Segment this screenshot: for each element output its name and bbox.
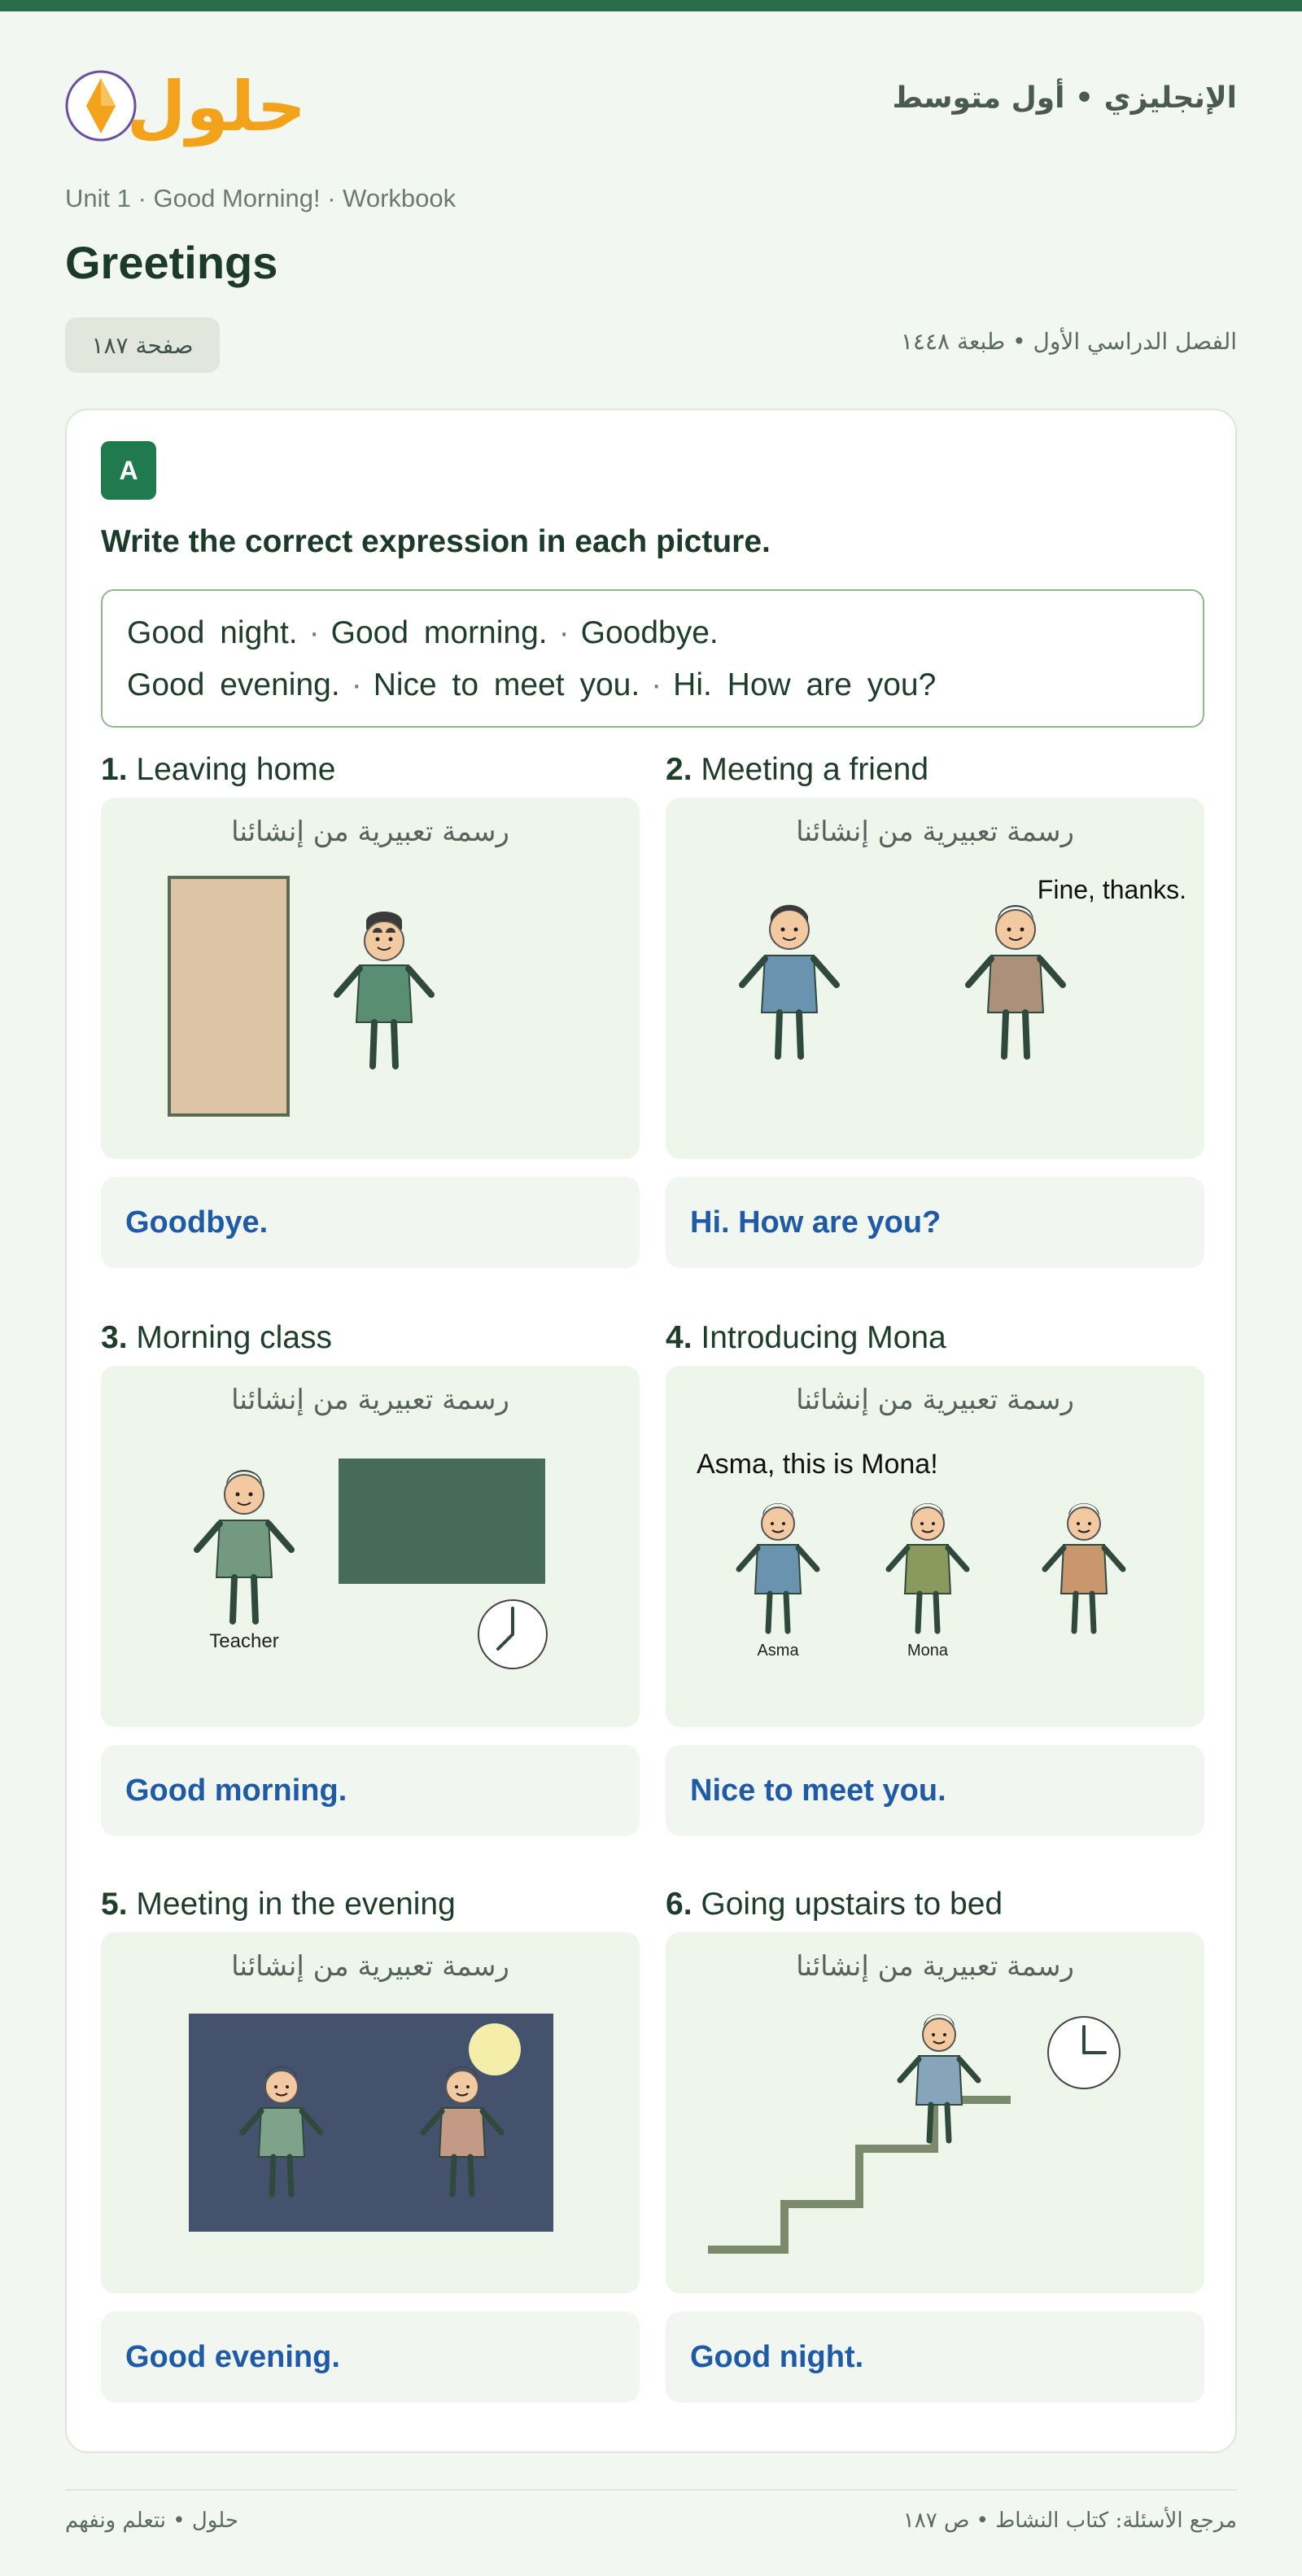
top-accent-bar (0, 0, 1302, 11)
word-option: Good night. (127, 615, 298, 650)
item-label: Introducing Mona (701, 1320, 946, 1355)
figure-label: Teacher (209, 1630, 279, 1652)
separator-dot: · (351, 667, 362, 702)
introducing-mona-illustration (666, 1366, 1204, 1727)
answer-field[interactable]: Hi. How are you? (666, 1177, 1204, 1268)
footer-tagline: حلول • نتعلم ونفهم (65, 2508, 238, 2533)
exercise-item-2 (666, 752, 1204, 1273)
picture-caption: رسمة تعبيرية من إنشائنا (231, 1950, 509, 1983)
page-title: Greetings (65, 237, 278, 288)
item-number: 1. (101, 752, 128, 787)
item-title (666, 1320, 946, 1356)
answer-field[interactable]: Nice to meet you. (666, 1745, 1204, 1836)
item-picture (666, 1932, 1204, 2294)
item-label: Morning class (136, 1320, 332, 1355)
item-number: 3. (101, 1320, 128, 1355)
word-option: Hi. How are you? (673, 667, 937, 702)
item-number: 2. (666, 752, 693, 787)
word-option: Goodbye. (580, 615, 719, 650)
answer-field[interactable]: Good night. (666, 2311, 1204, 2403)
figure-label: Mona (907, 1642, 949, 1660)
footer-reference: مرجع الأسئلة: كتاب النشاط • ص ١٨٧ (902, 2508, 1237, 2533)
clock-icon (478, 1600, 547, 1668)
item-picture (101, 1932, 640, 2294)
svg-text:حلول: حلول (126, 67, 307, 147)
speech-text: Asma, this is Mona! (697, 1449, 938, 1480)
separator-dot: · (558, 615, 570, 650)
word-bank-line (127, 659, 1178, 711)
item-label: Going upstairs to bed (701, 1887, 1003, 1922)
answer-field[interactable]: Good morning. (101, 1745, 640, 1836)
going-upstairs-illustration (666, 1932, 1204, 2294)
picture-caption: رسمة تعبيرية من إنشائنا (796, 1384, 1074, 1416)
item-title (101, 1320, 332, 1356)
answer-field[interactable]: Goodbye. (101, 1177, 640, 1268)
answer-field[interactable]: Good evening. (101, 2311, 640, 2403)
speech-text: Fine, thanks. (1037, 875, 1186, 904)
breadcrumb: Unit 1 · Good Morning! · Workbook (65, 184, 457, 212)
page-number-badge: صفحة ١٨٧ (65, 317, 220, 373)
separator-dot: · (308, 615, 320, 650)
exercise-item-6 (666, 1887, 1204, 2408)
item-picture (666, 1366, 1204, 1727)
picture-caption: رسمة تعبيرية من إنشائنا (231, 1384, 509, 1416)
item-number: 6. (666, 1887, 693, 1922)
exercise-item-1 (101, 752, 640, 1273)
item-number: 5. (101, 1887, 128, 1922)
item-label: Meeting a friend (701, 752, 929, 787)
section-badge: A (101, 441, 156, 500)
term-edition-text: الفصل الدراسي الأول • طبعة ١٤٤٨ (900, 328, 1237, 355)
footer-divider (65, 2489, 1237, 2491)
item-title (666, 752, 928, 788)
exercise-item-3 (101, 1320, 640, 1841)
separator-dot: · (651, 667, 662, 702)
item-picture (101, 798, 640, 1159)
item-label: Meeting in the evening (136, 1887, 456, 1922)
page-header (65, 49, 1237, 163)
figure-label: Asma (757, 1642, 799, 1660)
leaving-home-illustration (101, 798, 640, 1159)
item-title (666, 1887, 1003, 1922)
evening-meeting-illustration (101, 1932, 640, 2294)
word-option: Good evening. (127, 667, 340, 702)
item-label: Leaving home (136, 752, 336, 787)
clock-icon (1048, 2017, 1120, 2088)
word-option: Good morning. (330, 615, 548, 650)
moon-icon (469, 2023, 521, 2075)
picture-caption: رسمة تعبيرية من إنشائنا (231, 816, 509, 848)
exercise-item-5 (101, 1887, 640, 2408)
word-bank-line (127, 607, 1178, 659)
picture-caption: رسمة تعبيرية من إنشائنا (796, 1950, 1074, 1983)
exercise-item-4 (666, 1320, 1204, 1841)
morning-class-illustration (101, 1366, 640, 1727)
exercise-instruction: Write the correct expression in each picture. (101, 524, 771, 559)
picture-caption: رسمة تعبيرية من إنشائنا (796, 816, 1074, 848)
meeting-friend-illustration (666, 798, 1204, 1159)
item-title (101, 752, 335, 788)
hulul-logo[interactable] (65, 57, 309, 155)
word-option: Nice to meet you. (373, 667, 640, 702)
grade-title: الإنجليزي • أول متوسط (892, 81, 1237, 115)
item-picture (101, 1366, 640, 1727)
item-number: 4. (666, 1320, 693, 1355)
exercise-card (65, 409, 1237, 2453)
item-title (101, 1887, 456, 1922)
word-bank (101, 589, 1204, 728)
item-picture (666, 798, 1204, 1159)
